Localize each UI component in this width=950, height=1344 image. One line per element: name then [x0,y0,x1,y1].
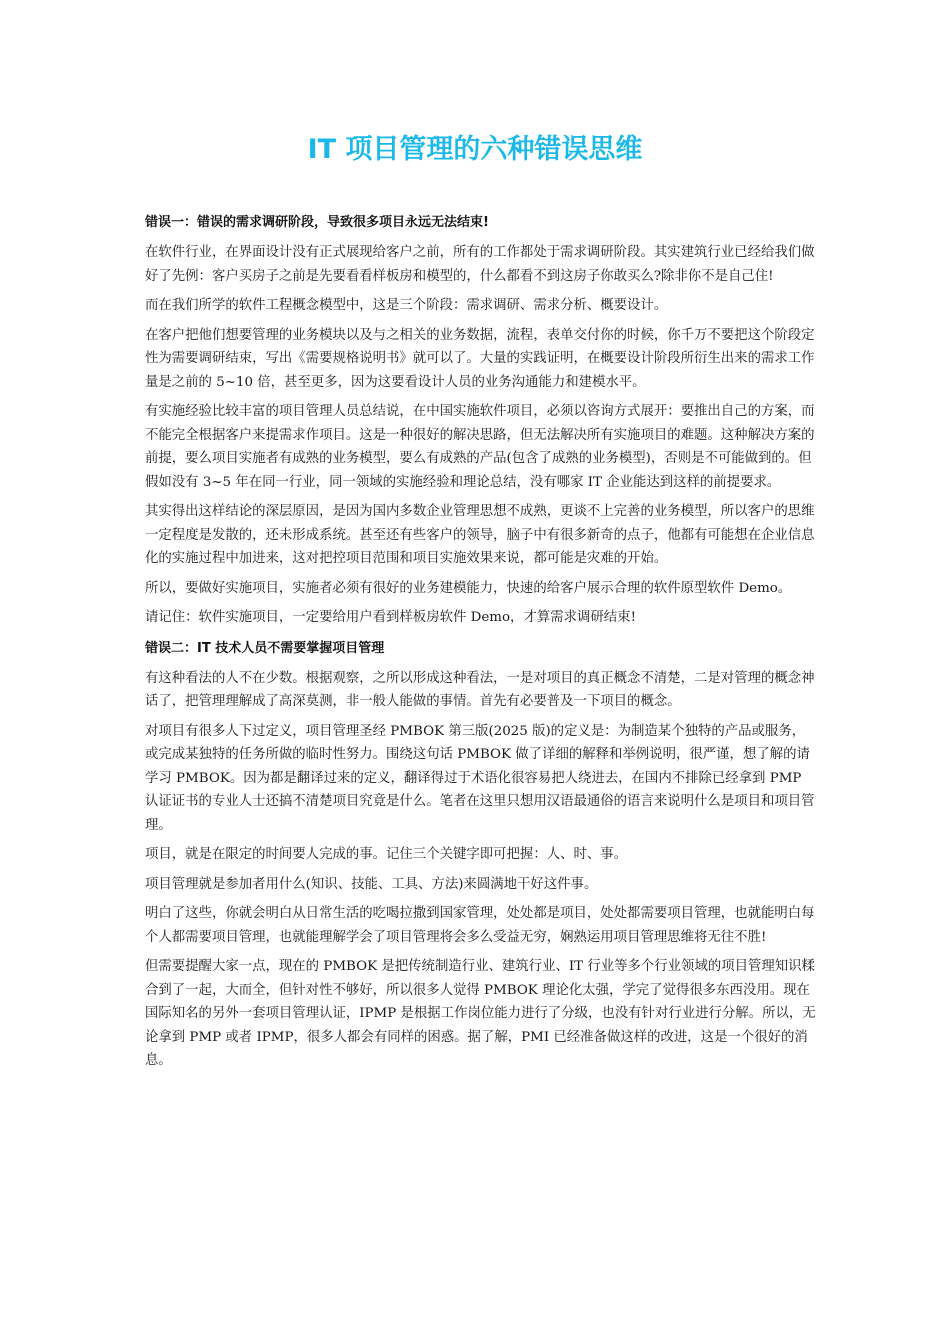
document-title: IT 项目管理的六种错误思维 [307,134,643,165]
section-heading-1: 错误一：错误的需求调研阶段，导致很多项目永远无法结束! [145,215,489,230]
paragraph: 而在我们所学的软件工程概念模型中，这是三个阶段：需求调研、需求分析、概要设计。 [145,298,668,313]
paragraph: 但需要提醒大家一点，现在的 PMBOK 是把传统制造行业、建筑行业、IT 行业等多个行业领域的项目管理知识糅合到了一起，大而全，但针对性不够好，所以很多人觉得 PMBOK 理论化太强，学完了觉得很多东西没用。现在国际知名的另外一套项目管理认证，IPMP 是根据工作岗位能力进行了分级，也没有针对行业进行分解。所以，无论拿到 PMP 或者 IPMP，很多人都会有同样的困惑。据了解，PMI 已经准备做这样的改进，这是一个很好的消息。 [145,959,816,1068]
paragraph: 所以，要做好实施项目，实施者必须有很好的业务建模能力，快速的给客户展示合理的软件原型软件 Demo。 [145,580,792,596]
paragraph: 有这种看法的人不在少数。根据观察，之所以形成这种看法，一是对项目的真正概念不清楚，二是对管理的概念神话了，把管理理解成了高深莫测，非一般人能做的事情。首先有必要普及一下项目的概念。 [145,670,815,709]
paragraph: 对项目有很多人下过定义，项目管理圣经 PMBOK 第三版(2025 版)的定义是：为制造某个独特的产品或服务，或完成某独特的任务所做的临时性努力。围绕这句话 PMBOK 做了详细的解释和举例说明，很严谨，想了解的请学习 PMBOK。因为都是翻译过来的定义，翻译得过于术语化很容易把人绕进去，在国内不排除已经拿到 PMP 认证证书的专业人士还搞不清楚项目究竟是什么。笔者在这里只想用汉语最通俗的语言来说明什么是项目和项目管理。 [145,723,815,833]
document-body [145,210,817,1079]
paragraph: 请记住：软件实施项目，一定要给用户看到样板房软件 Demo，才算需求调研结束! [145,610,636,625]
section-heading-2: 错误二：IT 技术人员不需要掌握项目管理 [145,640,385,656]
paragraph: 其实得出这样结论的深层原因，是因为国内多数企业管理思想不成熟，更谈不上完善的业务模型，所以客户的思维一定程度是发散的，还未形成系统。甚至还有些客户的领导，脑子中有很多新奇的点子，他都有可能想在企业信息化的实施过程中加进来，这对把控项目范围和项目实施效果来说，都可能是灾难的开始。 [145,504,815,566]
paragraph: 在软件行业，在界面设计没有正式展现给客户之前，所有的工作都处于需求调研阶段。其实建筑行业已经给我们做好了先例：客户买房子之前是先要看看样板房和模型的，什么都看不到这房子你敢买么?除非你不是自己住! [145,245,815,284]
paragraph: 项目管理就是参加者用什么(知识、技能、工具、方法)来圆满地干好这件事。 [145,876,598,892]
paragraph: 明白了这些，你就会明白从日常生活的吃喝拉撒到国家管理，处处都是项目，处处都需要项目管理，也就能明白每个人都需要项目管理，也就能理解学会了项目管理将会多么受益无穷，娴熟运用项目管理思维将无往不胜! [145,906,815,945]
paragraph: 在客户把他们想要管理的业务模块以及与之相关的业务数据，流程，表单交付你的时候，你千万不要把这个阶段定性为需要调研结束，写出《需要规格说明书》就可以了。大量的实践证明，在概要设计阶段所衍生出来的需求工作量是之前的 5~10 倍，甚至更多，因为这要看设计人员的业务沟通能力和建模水平。 [145,327,815,390]
paragraph: 项目，就是在限定的时间要人完成的事。记住三个关键字即可把握：人、时、事。 [145,847,628,862]
paragraph: 有实施经验比较丰富的项目管理人员总结说，在中国实施软件项目，必须以咨询方式展开：要推出自己的方案，而不能完全根据客户来提需求作项目。这是一种很好的解决思路，但无法解决所有实施项目的难题。这种解决方案的前提，要么项目实施者有成熟的业务模型，要么有成熟的产品(包含了成熟的业务模型)，否则是不可能做到的。但假如没有 3~5 年在同一行业，同一领域的实施经验和理论总结，没有哪家 IT 企业能达到这样的前提要求。 [145,404,815,490]
